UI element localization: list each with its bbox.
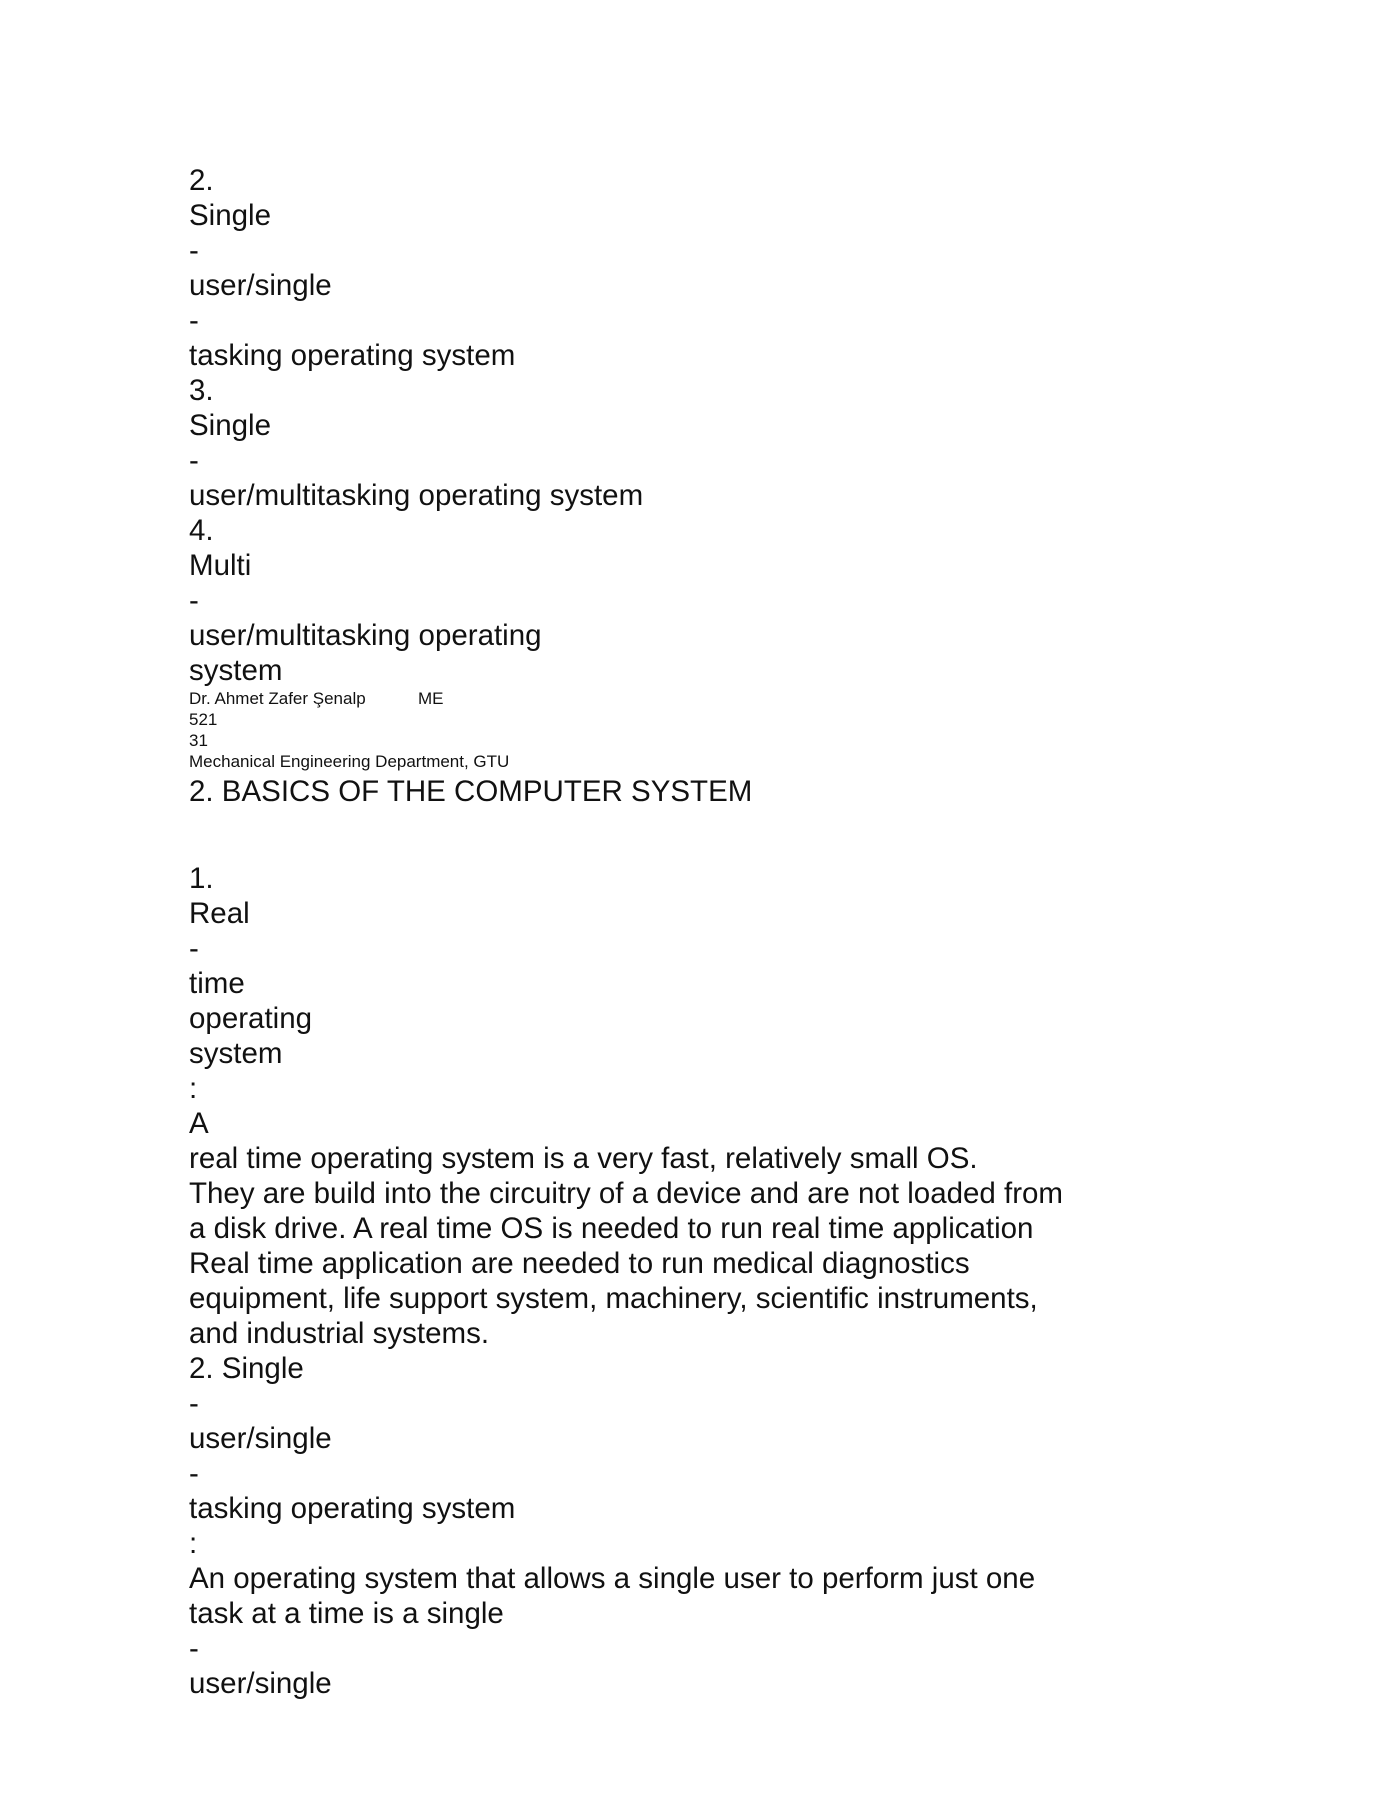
footer-course-number: 521 (189, 710, 218, 729)
footer-author: Dr. Ahmet Zafer Şenalp (189, 689, 366, 708)
body-line: and industrial systems. (189, 1317, 490, 1350)
body-line: system (189, 1037, 283, 1070)
body-line: time (189, 967, 245, 1000)
list-item: 3. (189, 374, 214, 407)
body-line: tasking operating system (189, 1492, 516, 1525)
body-line: They are build into the circuitry of a device and are not loaded from (189, 1177, 1064, 1210)
list-item: system (189, 654, 283, 687)
section-title: 2. BASICS OF THE COMPUTER SYSTEM (189, 775, 753, 808)
body-line: : (189, 1072, 198, 1105)
body-line: - (189, 1387, 199, 1420)
list-item: user/single (189, 269, 332, 302)
body-line: equipment, life support system, machinery, scientific instruments, (189, 1282, 1038, 1315)
body-line: 2. Single (189, 1352, 304, 1385)
body-line: - (189, 932, 199, 965)
body-line: operating (189, 1002, 313, 1035)
body-line: An operating system that allows a single user to perform just one (189, 1562, 1036, 1595)
list-item: - (189, 304, 199, 337)
list-item: tasking operating system (189, 339, 516, 372)
body-line: task at a time is a single (189, 1597, 504, 1630)
list-item: - (189, 584, 199, 617)
list-item: user/multitasking operating (189, 619, 542, 652)
list-item: Single (189, 199, 272, 232)
body-line: Real time application are needed to run medical diagnostics (189, 1247, 970, 1280)
footer-page-number: 31 (189, 731, 208, 750)
list-item: 4. (189, 514, 214, 547)
body-line: - (189, 1457, 199, 1490)
body-line: A (189, 1107, 209, 1140)
body-line: user/single (189, 1667, 332, 1700)
body-line: real time operating system is a very fast, relatively small OS. (189, 1142, 978, 1175)
list-item: - (189, 444, 199, 477)
list-item: Multi (189, 549, 252, 582)
footer-course-prefix: ME (418, 689, 444, 708)
body-line: : (189, 1527, 198, 1560)
list-item: - (189, 234, 199, 267)
body-line: 1. (189, 862, 214, 895)
body-line: Real (189, 897, 250, 930)
list-item: Single (189, 409, 272, 442)
list-item: user/multitasking operating system (189, 479, 644, 512)
body-line: user/single (189, 1422, 332, 1455)
list-item: 2. (189, 164, 214, 197)
body-line: a disk drive. A real time OS is needed to run real time application (189, 1212, 1034, 1245)
footer-department: Mechanical Engineering Department, GTU (189, 752, 510, 771)
body-line: - (189, 1632, 199, 1665)
